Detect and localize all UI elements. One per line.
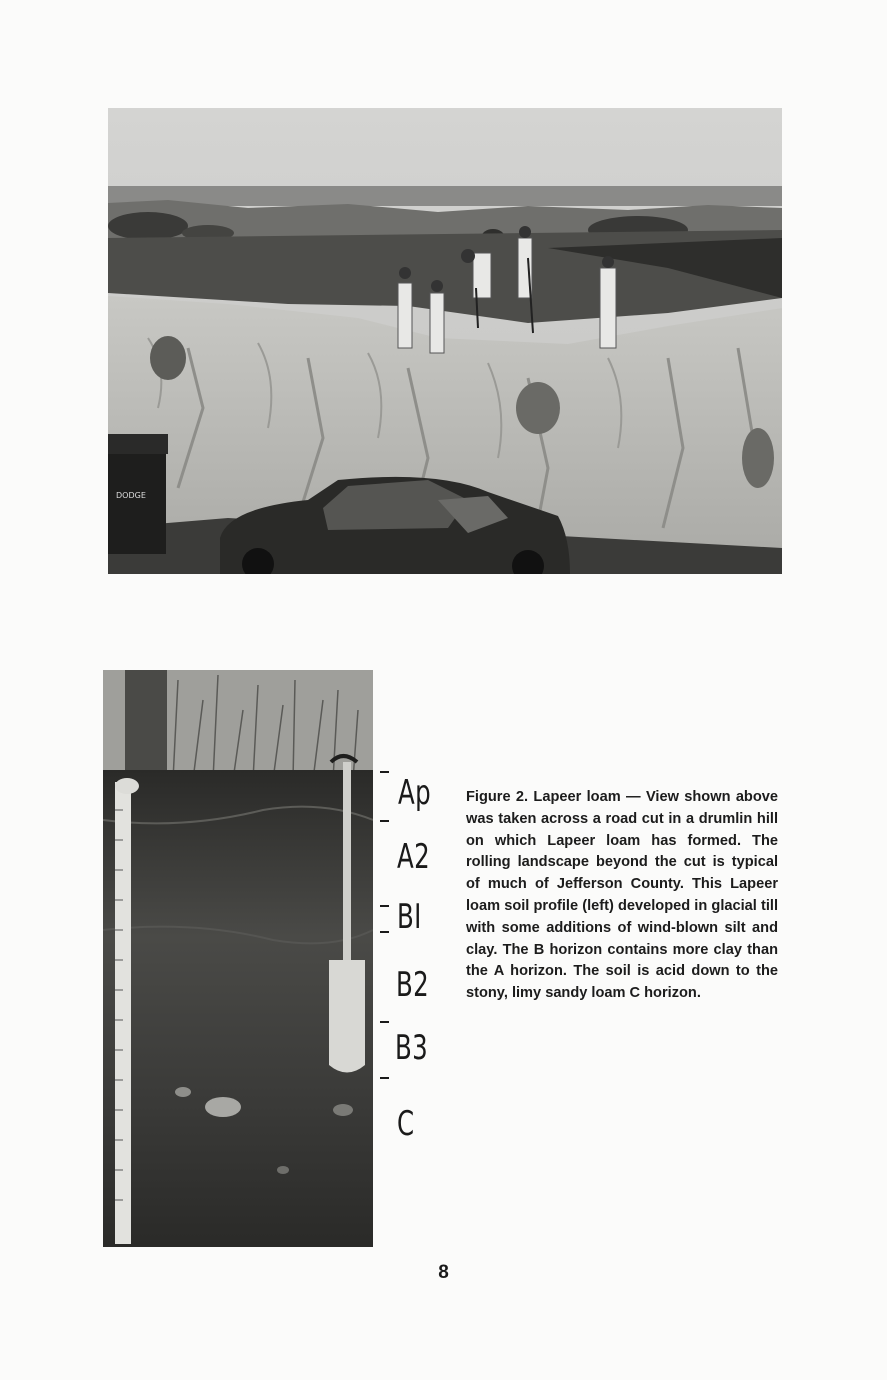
horizon-boundary-tick: [380, 931, 389, 933]
horizon-label-b3: B3: [395, 1028, 429, 1068]
soil-profile-illustration: [103, 670, 373, 1247]
horizon-label-b2: B2: [396, 965, 430, 1005]
soil-profile-photo: [103, 670, 373, 1247]
truck-label: DODGE: [116, 491, 146, 500]
horizon-label-c: C: [397, 1104, 415, 1144]
horizon-label-b1: BI: [397, 897, 422, 937]
horizon-label-ap: Ap: [398, 773, 432, 813]
page-number: 8: [438, 1262, 449, 1283]
horizon-boundary-tick: [380, 771, 389, 773]
horizon-boundary-tick: [380, 1021, 389, 1023]
figure-caption: Figure 2. Lapeer loam — View shown above was taken across a road cut in a drumlin hill on which Lapeer loam has formed. The rolling landscape beyond the cut is typical of much of Jefferson County. This Lapeer loam soil profile (left) developed in glacial till with some additions of wind-blown silt and clay. The B horizon contains more clay than the A horizon. The soil is acid down to the stony, limy sandy loam C horizon.: [466, 789, 778, 1002]
road-cut-illustration: [108, 108, 782, 574]
road-cut-photo: [108, 108, 782, 574]
horizon-boundary-tick: [380, 1077, 389, 1079]
horizon-boundary-tick: [380, 905, 389, 907]
horizon-label-a2: A2: [397, 837, 431, 877]
horizon-boundary-tick: [380, 820, 389, 822]
